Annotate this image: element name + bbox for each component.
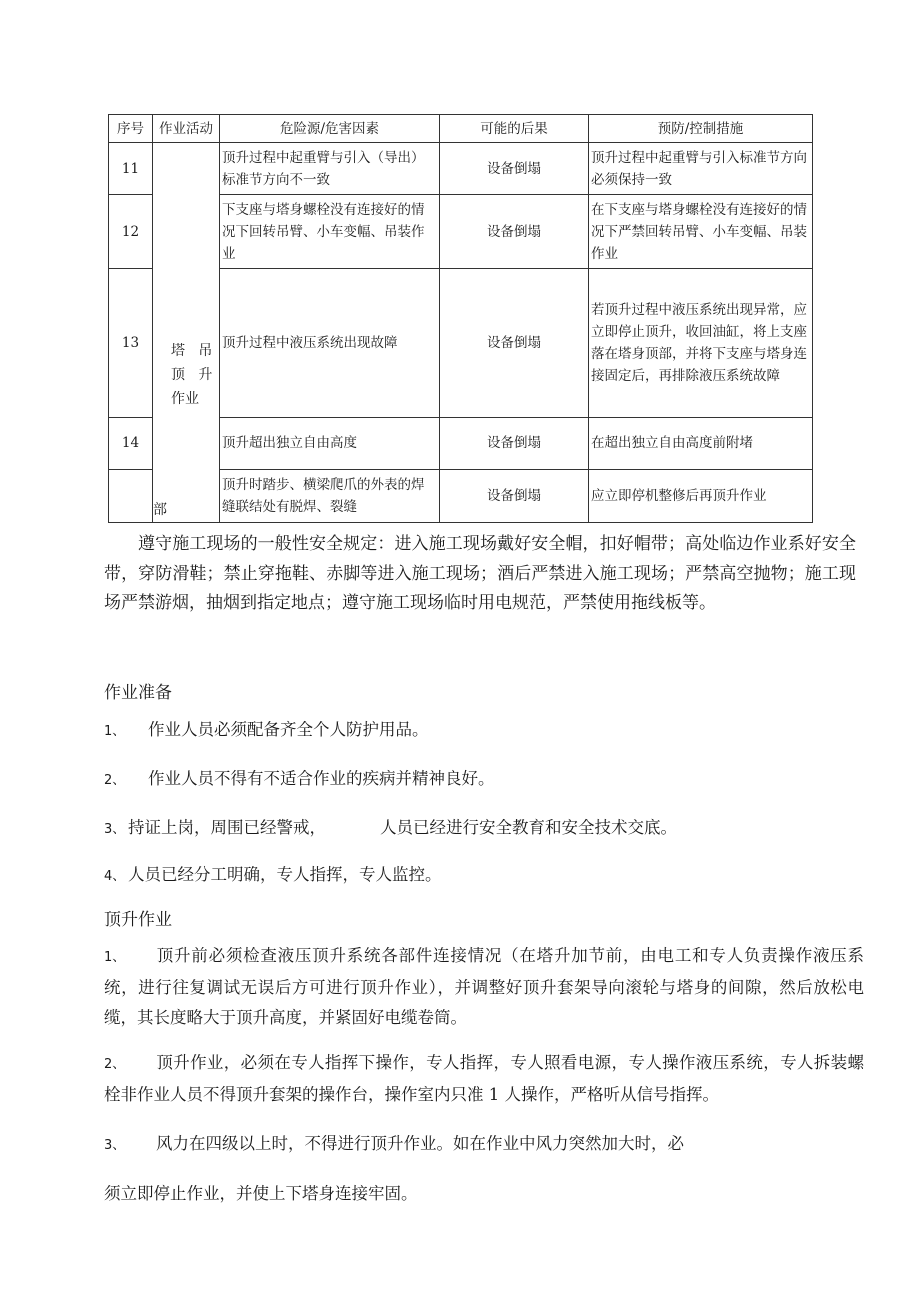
lift-heading: 顶升作业 (104, 910, 172, 930)
lift-item (104, 941, 864, 1033)
lift-item (104, 1048, 864, 1110)
row-hazard: 顶升过程中液压系统出现故障 (220, 269, 440, 417)
row-measure: 在下支座与塔身螺栓没有连接好的情况下严禁回转吊臂、小车变幅、吊装作业 (589, 195, 813, 269)
lift-item (104, 1129, 864, 1161)
lift-item-text: 顶升作业，必须在专人指挥下操作，专人指挥，专人照看电源，专人操作液压系统，专人拆装螺栓非作业人员不得顶升套架的操作台，操作室内只准 1 人操作，严格听从信号指挥。 (104, 1053, 864, 1104)
lift-item-text: 顶升前必须检查液压顶升系统各部件连接情况（在塔升加节前，由电工和专人负责操作液压系统，进行往复调试无误后方可进行顶升作业），并调整好顶升套架导向滚轮与塔身的间隙，然后放松电缆，其长度略大于顶升高度，并紧固好电缆卷筒。 (104, 946, 864, 1027)
lift-item-number: 1、 (104, 950, 126, 965)
prep-item-text-cont: 人员已经进行安全教育和安全技术交底。 (380, 818, 677, 837)
activity-label: 塔 吊 顶 升 作业 (171, 343, 213, 407)
row-no: 14 (109, 417, 153, 469)
row-hazard: 顶升超出独立自由高度 (220, 417, 440, 469)
prep-item (104, 764, 495, 796)
row-measure: 应立即停机整修后再顶升作业 (589, 469, 813, 522)
lift-item-text: 风力在四级以上时，不得进行顶升作业。如在作业中风力突然加大时，必 (156, 1134, 684, 1153)
prep-item-text: 人员已经分工明确，专人指挥，专人监控。 (128, 865, 442, 884)
header-no: 序号 (109, 115, 153, 143)
prep-item-text: 持证上岗，周围已经警戒， (128, 818, 326, 837)
lift-item-continued: 须立即停止作业，并使上下塔身连接牢固。 (104, 1184, 418, 1203)
row-measure: 若顶升过程中液压系统出现异常，应立即停止顶升，收回油缸，将上支座落在塔身顶部，并将下支座与塔身连接固定后，再排除液压系统故障 (589, 269, 813, 417)
prep-item-number: 3、 (104, 822, 126, 837)
prep-item-text: 作业人员不得有不适合作业的疾病并精神良好。 (148, 769, 495, 788)
row-result: 设备倒塌 (440, 143, 589, 195)
row-hazard: 顶升过程中起重臂与引入（导出）标准节方向不一致 (220, 143, 440, 195)
row-hazard: 顶升时踏步、横梁爬爪的外表的焊缝联结处有脱焊、裂缝 (220, 469, 440, 522)
row-result: 设备倒塌 (440, 269, 589, 417)
row-result: 设备倒塌 (440, 195, 589, 269)
table-row (109, 143, 813, 195)
row-hazard: 下支座与塔身螺栓没有连接好的情况下回转吊臂、小车变幅、吊装作业 (220, 195, 440, 269)
table-header-row (109, 115, 813, 143)
row-no: 11 (109, 143, 153, 195)
risk-table (108, 114, 813, 523)
prep-item-number: 2、 (104, 773, 126, 788)
row-no: 13 (109, 269, 153, 417)
safety-rules-paragraph: 遵守施工现场的一般性安全规定：进入施工现场戴好安全帽，扣好帽带；高处临边作业系好安全带，穿防滑鞋；禁止穿拖鞋、赤脚等进入施工现场；酒后严禁进入施工现场；严禁高空抛物；施工现场严禁游烟，抽烟到指定地点；遵守施工现场临时用电规范，严禁使用拖线板等。 (104, 534, 856, 613)
row-measure: 顶升过程中起重臂与引入标准节方向必须保持一致 (589, 143, 813, 195)
header-result: 可能的后果 (440, 115, 589, 143)
activity-bottom-label: 部 (153, 502, 167, 518)
row-no: 12 (109, 195, 153, 269)
prep-item (104, 813, 677, 845)
prep-item-text: 作业人员必须配备齐全个人防护用品。 (148, 720, 429, 739)
prep-item (104, 860, 442, 892)
lift-item-number: 2、 (104, 1057, 126, 1072)
header-activity: 作业活动 (153, 115, 220, 143)
lift-item-number: 3、 (104, 1138, 126, 1153)
header-hazard: 危险源/危害因素 (220, 115, 440, 143)
prep-heading: 作业准备 (104, 683, 172, 703)
prep-item (104, 715, 429, 747)
prep-item-number: 1、 (104, 724, 126, 739)
row-measure: 在超出独立自由高度前附堵 (589, 417, 813, 469)
row-no (109, 469, 153, 522)
prep-item-number: 4、 (104, 869, 126, 884)
row-result: 设备倒塌 (440, 417, 589, 469)
header-measure: 预防/控制措施 (589, 115, 813, 143)
row-result: 设备倒塌 (440, 469, 589, 522)
activity-cell (153, 143, 220, 523)
